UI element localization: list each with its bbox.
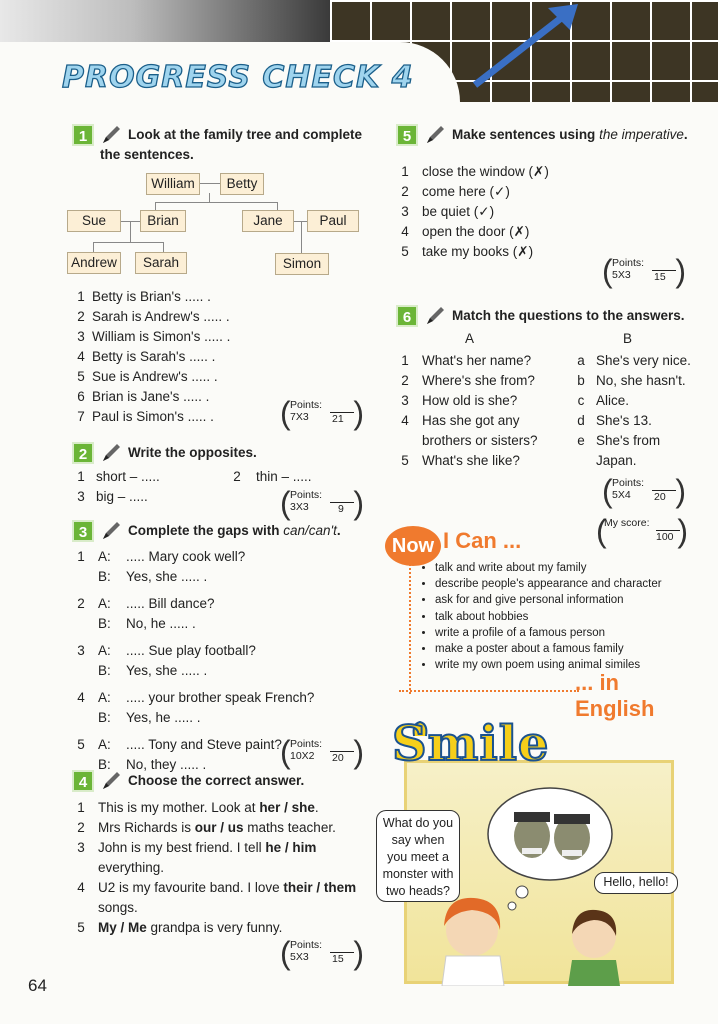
list-item: 2 Mrs Richards is our / us maths teacher. [77, 820, 336, 835]
section-5 [396, 124, 706, 146]
section-6-instruction: Match the questions to the answers. [452, 308, 685, 323]
list-item: 2 Sarah is Andrew's ..... . [77, 309, 230, 324]
list-item: d She's 13. [577, 413, 652, 428]
list-item: 5 Sue is Andrew's ..... . [77, 369, 218, 384]
now-badge: Now [385, 526, 441, 566]
points-box: ( Points: 5X4 20 ) [602, 473, 686, 509]
tree-william: William [146, 173, 200, 195]
section-number: 6 [396, 305, 418, 327]
section-1 [72, 124, 372, 165]
dialogue-item: 1 A: ..... Mary cook well? B: Yes, she ..... . [77, 549, 246, 584]
arrow-graphic [470, 0, 590, 90]
pencil-icon [424, 124, 446, 146]
list-item: 5 take my books (✗) [401, 244, 534, 259]
now-i-can-box [385, 513, 695, 721]
list-item: 3 John is my best friend. I tell he / him [77, 840, 317, 855]
section-5-items [394, 162, 654, 262]
section-6 [396, 305, 706, 327]
section-1-items [70, 287, 290, 427]
section-5-instruction: Make sentences using the imperative. [452, 127, 688, 142]
list-item: 2 thin – ..... [233, 469, 312, 484]
my-score-box: ( My score: 100 ) [596, 513, 688, 549]
questions-list [394, 351, 564, 471]
list-item: 4 Has she got any [401, 413, 520, 428]
list-item: 3 be quiet (✓) [401, 204, 495, 219]
tree-jane: Jane [242, 210, 294, 232]
list-item: 5 My / Me grandpa is very funny. [77, 920, 283, 935]
points-box: ( Points: 7X3 21 ) [280, 395, 364, 431]
list-item: • write a profile of a famous person [435, 625, 662, 641]
list-item: 6 Brian is Jane's ..... . [77, 389, 210, 404]
list-item: a She's very nice. [577, 353, 691, 368]
section-1-instruction-cont: the sentences. [100, 147, 194, 162]
section-number: 3 [72, 520, 94, 542]
pencil-icon [100, 520, 122, 542]
section-2-instruction: Write the opposites. [128, 445, 257, 460]
speech-bubble-question: What do you say when you meet a monster with two heads? [376, 810, 460, 902]
list-item: 3 William is Simon's ..... . [77, 329, 231, 344]
i-can-heading: I Can ... [443, 528, 522, 553]
list-item: 3 How old is she? [401, 393, 518, 408]
section-number: 5 [396, 124, 418, 146]
section-number: 4 [72, 770, 94, 792]
smile-logo: Smile [392, 716, 550, 772]
smile-cartoon [372, 716, 690, 986]
list-item: brothers or sisters? [422, 433, 538, 448]
points-box: ( Points: 5X3 15 ) [602, 253, 686, 289]
tree-brian: Brian [140, 210, 186, 232]
speech-bubble-answer: Hello, hello! [594, 872, 678, 894]
section-number: 1 [72, 124, 94, 146]
list-item: • write my own poem using animal similes [435, 657, 662, 673]
list-item: 1 short – ..... [77, 469, 160, 484]
list-item: everything. [98, 860, 165, 875]
list-item: 1 What's her name? [401, 353, 532, 368]
list-item: 7 Paul is Simon's ..... . [77, 409, 214, 424]
list-item: • make a poster about a famous family [435, 641, 662, 657]
list-item: e She's from [577, 433, 661, 448]
section-4 [72, 770, 372, 792]
column-a-header: A [465, 331, 475, 346]
tree-paul: Paul [307, 210, 359, 232]
dialogue-item: 2 A: ..... Bill dance? B: No, he ..... . [77, 596, 215, 631]
points-box: ( Points: 10X2 20 ) [280, 734, 364, 770]
tree-betty: Betty [220, 173, 264, 195]
page-title: PROGRESS CHECK 4 [62, 60, 414, 95]
pencil-icon [100, 124, 122, 146]
page-number: 64 [28, 976, 47, 995]
tree-sarah: Sarah [135, 252, 187, 274]
list-item: • ask for and give personal information [435, 592, 662, 608]
in-english-text: ... in English [575, 670, 655, 721]
list-item: 2 come here (✓) [401, 184, 510, 199]
list-item: 4 U2 is my favourite band. I love their / them [77, 880, 357, 895]
list-item: 1 close the window (✗) [401, 164, 549, 179]
dialogue-item: 4 A: ..... your brother speak French? B: Yes, he ..... . [77, 690, 315, 725]
list-item: c Alice. [577, 393, 630, 408]
points-box: ( Points: 5X3 15 ) [280, 935, 364, 971]
tree-andrew: Andrew [67, 252, 121, 274]
list-item: 3 big – ..... [77, 489, 148, 504]
points-box: ( Points: 3X3 9 ) [280, 485, 364, 521]
list-item: 5 What's she like? [401, 453, 520, 468]
list-item: • talk about hobbies [435, 609, 662, 625]
section-4-items [70, 798, 370, 938]
list-item: 1 This is my mother. Look at her / she. [77, 800, 319, 815]
section-4-instruction: Choose the correct answer. [128, 773, 305, 788]
list-item: Japan. [596, 453, 637, 468]
pencil-icon [424, 305, 446, 327]
list-item: 4 open the door (✗) [401, 224, 530, 239]
list-item: songs. [98, 900, 138, 915]
dialogue-item: 3 A: ..... Sue play football? B: Yes, she ..... . [77, 643, 256, 678]
list-item: 2 Where's she from? [401, 373, 535, 388]
list-item: • talk and write about my family [435, 560, 662, 576]
column-b-header: B [623, 331, 633, 346]
section-1-instruction: Look at the family tree and complete [128, 127, 363, 142]
skills-list [435, 560, 662, 673]
pencil-icon [100, 770, 122, 792]
list-item: 4 Betty is Sarah's ..... . [77, 349, 216, 364]
list-item: 1 Betty is Brian's ..... . [77, 289, 211, 304]
pencil-icon [100, 442, 122, 464]
list-item: b No, she hasn't. [577, 373, 686, 388]
dialogue-item: 5 A: ..... Tony and Steve paint? B: No, they ..... . [77, 737, 282, 772]
list-item: • describe people's appearance and character [435, 576, 662, 592]
section-number: 2 [72, 442, 94, 464]
tree-simon: Simon [275, 253, 329, 275]
tree-sue: Sue [67, 210, 121, 232]
section-3 [72, 520, 372, 542]
section-3-instruction: Complete the gaps with can/can't. [128, 523, 341, 538]
answers-list [570, 351, 705, 471]
